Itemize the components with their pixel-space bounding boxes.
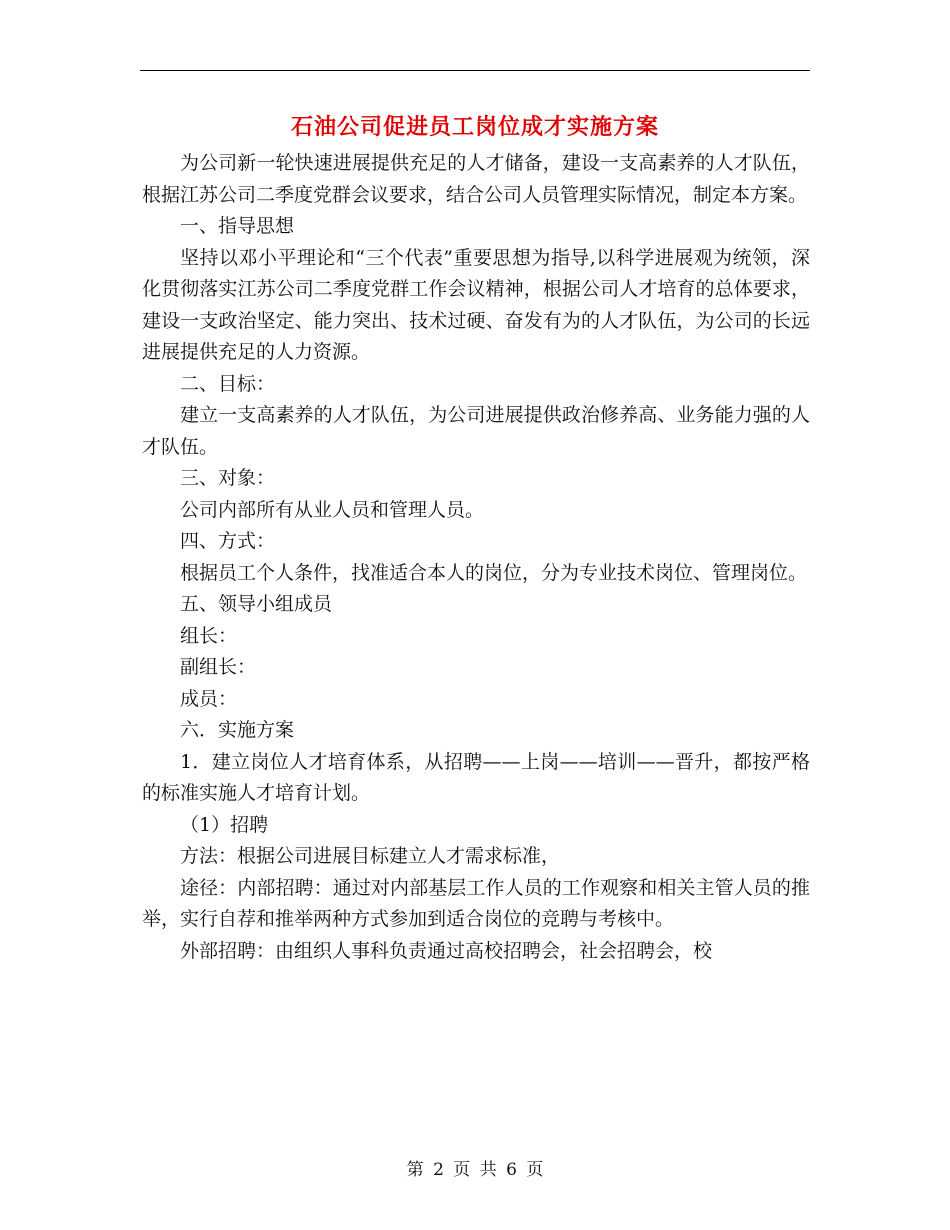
paragraph: （1）招聘 [180, 813, 269, 836]
paragraph: 为公司新一轮快速进展提供充足的人才储备，建设一支高素养的人才队伍，根据江苏公司二季度党群会议要求，结合公司人员管理实际情况，制定本方案。 [142, 152, 810, 206]
paragraph: 建立一支高素养的人才队伍，为公司进展提供政治修养高、业务能力强的人才队伍。 [142, 404, 810, 458]
paragraph: 四、方式： [180, 530, 276, 552]
paragraph: 六．实施方案 [180, 719, 295, 741]
document-body [142, 148, 810, 967]
paragraph: 外部招聘：由组织人事科负责通过高校招聘会，社会招聘会，校 [180, 939, 713, 962]
header-rule [140, 70, 810, 71]
paragraph: 途径：内部招聘：通过对内部基层工作人员的工作观察和相关主管人员的推举，实行自荐和推举两种方式参加到适合岗位的竞聘与考核中。 [142, 876, 810, 930]
page-footer: 第 2 页 共 6 页 [406, 1160, 544, 1180]
paragraph: 副组长： [180, 656, 257, 678]
paragraph: 三、对象： [180, 467, 276, 489]
paragraph: 坚持以邓小平理论和“三个代表”重要思想为指导,以科学进展观为统领，深化贯彻落实江苏公司二季度党群工作会议精神，根据公司人才培育的总体要求，建设一支政治坚定、能力突出、技术过硬、奋发有为的人才队伍，为公司的长远进展提供充足的人力资源。 [142, 246, 810, 363]
paragraph: 五、领导小组成员 [180, 593, 333, 615]
paragraph: 组长： [180, 624, 238, 647]
paragraph: 公司内部所有从业人员和管理人员。 [180, 498, 485, 521]
paragraph: 成员： [180, 687, 238, 710]
paragraph: 一、指导思想 [180, 215, 295, 237]
paragraph: 二、目标： [180, 372, 276, 395]
document-title: 石油公司促进员工岗位成才实施方案 [290, 114, 659, 140]
paragraph: 1．建立岗位人才培育体系，从招聘——上岗——培训——晋升，都按严格的标准实施人才培育计划。 [142, 750, 810, 804]
paragraph: 根据员工个人条件，找准适合本人的岗位，分为专业技术岗位、管理岗位。 [180, 561, 808, 584]
paragraph: 方法：根据公司进展目标建立人才需求标准， [180, 845, 561, 867]
